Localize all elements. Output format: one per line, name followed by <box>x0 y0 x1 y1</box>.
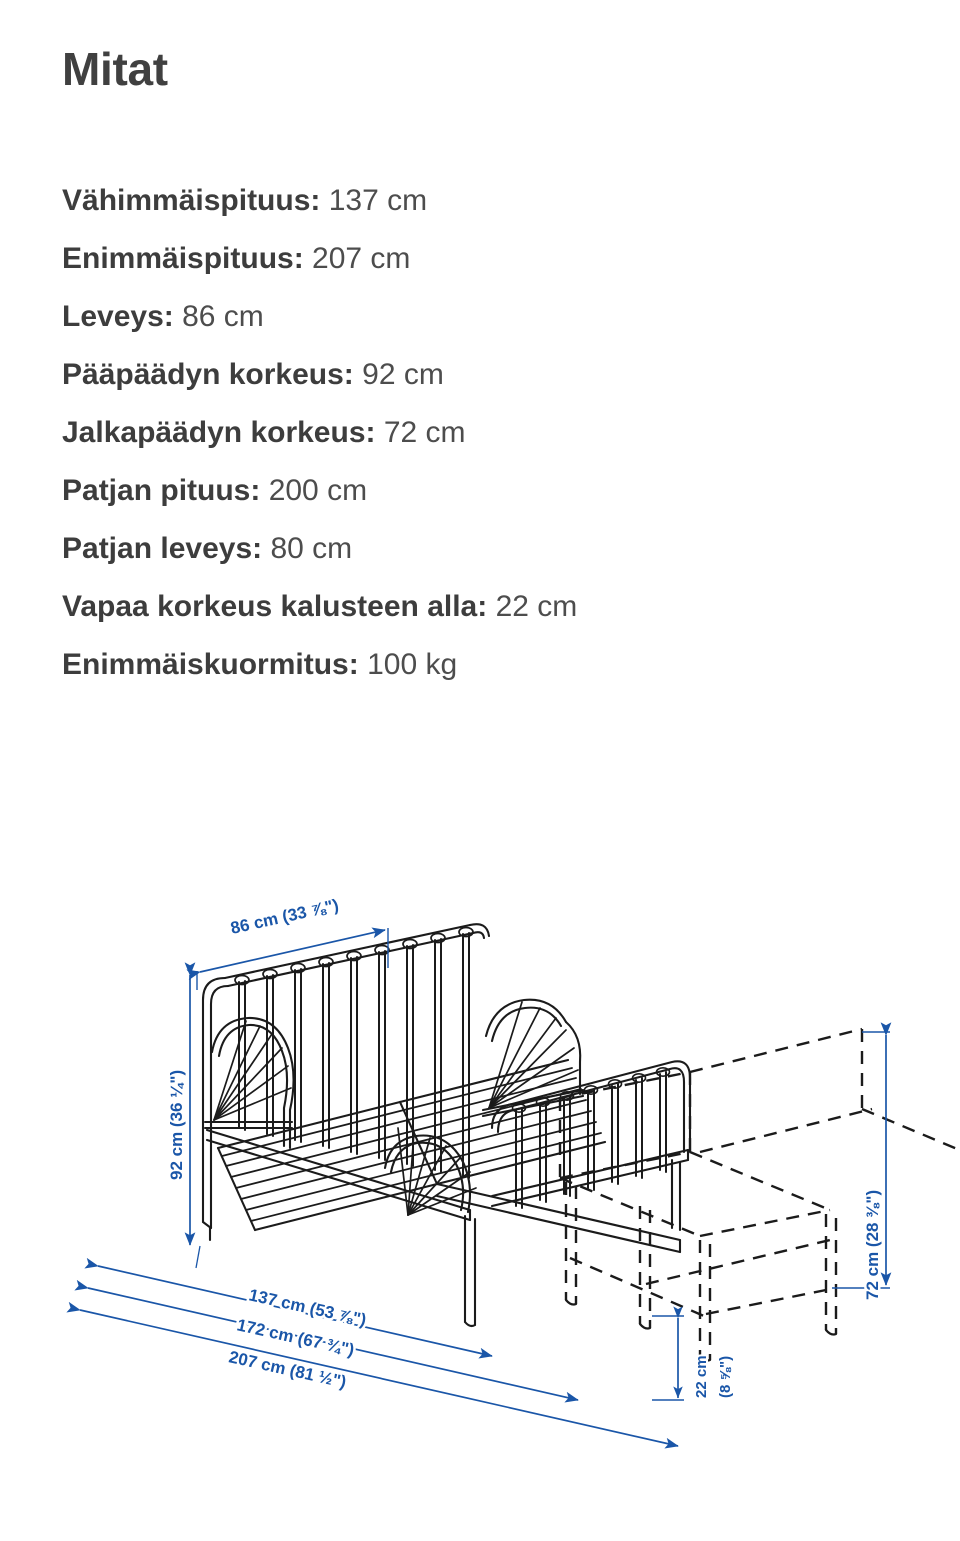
spec-row <box>62 578 902 636</box>
dimension-diagram <box>0 880 960 1500</box>
spec-row <box>62 172 902 230</box>
spec-row <box>62 520 902 578</box>
page-title: Mitat <box>62 43 168 95</box>
spec-label: Leveys: <box>62 300 174 333</box>
spec-value: 22 cm <box>495 590 578 623</box>
dimension-annotations <box>80 928 890 1446</box>
spec-label: Vapaa korkeus kalusteen alla: <box>62 590 488 623</box>
spec-value: 72 cm <box>383 416 466 449</box>
bed-frame-illustration <box>203 924 690 1326</box>
spec-label: Pääpäädyn korkeus: <box>62 358 354 391</box>
dimension-label-length-207: 207 cm (81 ½") <box>227 1347 348 1392</box>
dimension-label-clearance-22: 22 cm <box>693 1355 710 1398</box>
spec-row <box>62 346 902 404</box>
spec-label: Vähimmäispituus: <box>62 184 321 217</box>
spec-row <box>62 288 902 346</box>
spec-row <box>62 230 902 288</box>
dimension-label-length-137: 137 cm (53 ⅞") <box>247 1285 368 1330</box>
spec-value: 137 cm <box>328 184 428 217</box>
spec-label: Patjan leveys: <box>62 532 263 565</box>
dimension-label-height-92: 92 cm (36 ¼") <box>167 1069 186 1180</box>
spec-value: 207 cm <box>312 242 411 275</box>
spec-value: 100 kg <box>367 648 458 681</box>
spec-label: Jalkapäädyn korkeus: <box>62 416 376 449</box>
dimensions-spec-list <box>62 172 902 694</box>
spec-row <box>62 462 902 520</box>
spec-row <box>62 636 902 694</box>
dimension-label-clearance-22-inch: (8 ⅝") <box>717 1355 734 1398</box>
spec-value: 200 cm <box>268 474 368 507</box>
bed-extension-phantom <box>560 1029 960 1360</box>
spec-label: Patjan pituus: <box>62 474 261 507</box>
spec-label: Enimmäiskuormitus: <box>62 648 359 681</box>
spec-value: 92 cm <box>362 358 444 391</box>
dimension-label-length-172: 172 cm (67 ¾") <box>235 1315 356 1360</box>
spec-label: Enimmäispituus: <box>62 242 304 275</box>
spec-row <box>62 404 902 462</box>
dimension-label-width-86: 86 cm (33 ⅞") <box>228 895 341 938</box>
spec-value: 86 cm <box>182 300 264 333</box>
dimension-label-height-72: 72 cm (28 ⅜") <box>863 1189 882 1300</box>
spec-value: 80 cm <box>270 532 353 565</box>
